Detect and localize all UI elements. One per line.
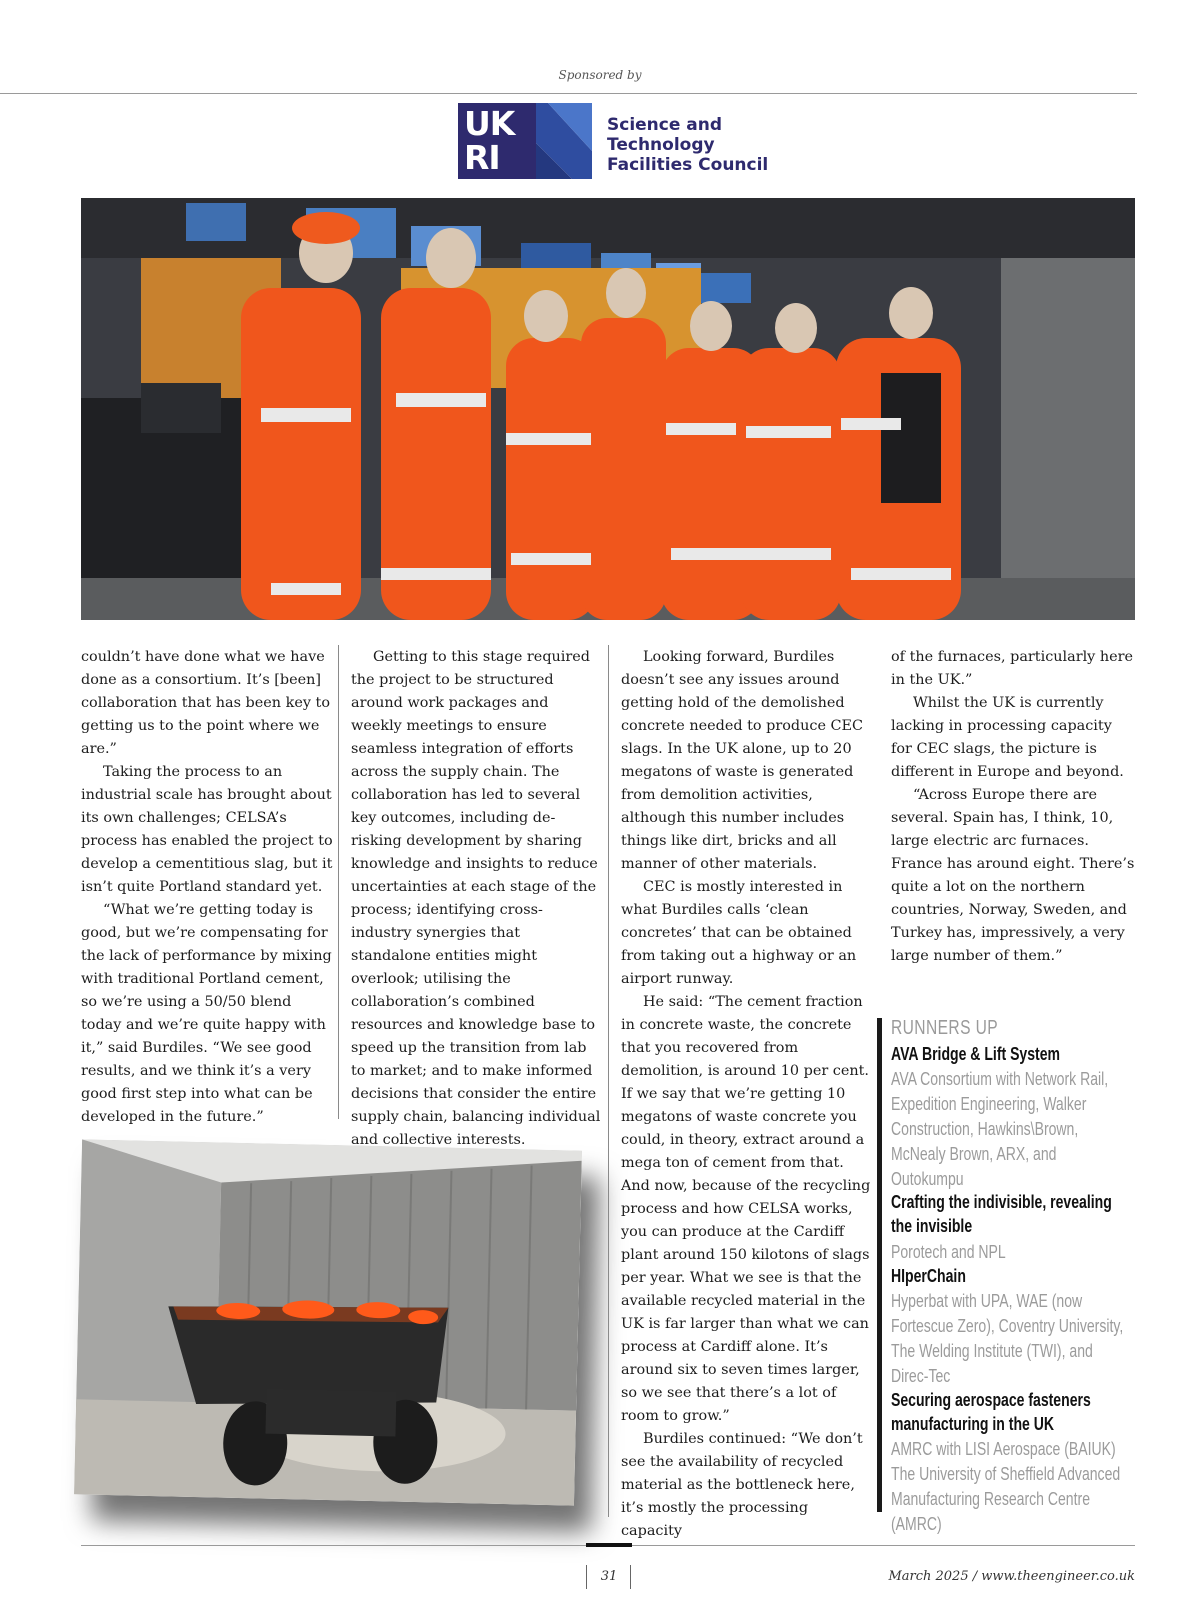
issue-and-website: March 2025 / www.theengineer.co.uk [888, 1569, 1135, 1584]
sponsor-name [607, 115, 807, 175]
paragraph: Taking the process to an industrial scale has brought about its own challenges; CELSA’s process has enabled the project to develop a cementitious slag, but it isn’t quite Portland standard yet. [81, 764, 333, 895]
runner-up-org: AMRC with LISI Aerospace (BAIUK) The University of Sheffield Advanced Manufacturing Research Centre (AMRC) [891, 1439, 1121, 1534]
runners-up-accent-bar [877, 1018, 882, 1512]
ukri-logo [458, 103, 536, 179]
paragraph: CEC is mostly interested in what Burdiles calls ‘clean concretes’ that can be obtained from taking out a highway or an airport runway. [621, 879, 857, 987]
footer-page-tab [586, 1543, 632, 1547]
column-divider [608, 645, 609, 1517]
team-photo-illustration [81, 198, 1135, 620]
article-column-2 [351, 646, 601, 1152]
runner-up-title: HIperChain [891, 1266, 966, 1286]
ukri-logo-mark [536, 103, 592, 179]
logo-letters-top: UK [464, 104, 515, 143]
paragraph: Burdiles continued: “We don’t see the availability of recycled material as the bottleneck here, it’s mostly the processing capacity [621, 1431, 863, 1539]
paragraph: He said: “The cement fraction in concrete waste, the concrete that you recovered from demolition, is around 10 per cent. If we say that we’re getting 10 megatons of waste concrete you could, in theory, extract around a mega ton of cement from that. And now, because of the recycling process and how CELSA works, you can produce at the Cardiff plant around 150 kilotons of slags per year. What we see is that the available recycled material in the UK is far larger than what we can process at Cardiff alone. It’s around six to seven times larger, so we see that there’s a lot of room to grow.” [621, 994, 871, 1424]
runner-up-org: Porotech and NPL [891, 1242, 1006, 1262]
runner-up-org: AVA Consortium with Network Rail, Expedition Engineering, Walker Construction, Hawkins\Brown, McNealy Brown, ARX, and Outokumpu [891, 1069, 1109, 1189]
page-number: 31 [600, 1569, 618, 1584]
loader-photo-illustration [74, 1139, 582, 1505]
runner-up-title: Crafting the indivisible, revealing the invisible [891, 1192, 1112, 1236]
loader-photo [74, 1139, 582, 1505]
article-column-3 [621, 646, 871, 1543]
paragraph: “What we’re getting today is good, but we’re compensating for the lack of performance by mixing with traditional Portland cement, so we’re using a 50/50 blend today and we’re quite happy with it,” said Burdiles. “We see good results, and we think it’s a very good first step into what can be developed in the future.” [81, 902, 332, 1125]
article-column-4 [891, 646, 1137, 968]
paragraph: Looking forward, Burdiles doesn’t see any issues around getting hold of the demolished concrete needed to produce CEC slags. In the UK alone, up to 20 megatons of waste is generated from demolition activities, although this number includes things like dirt, bricks and all manner of other materials. [621, 649, 864, 872]
runner-up-title: AVA Bridge & Lift System [891, 1044, 1061, 1064]
column-divider [338, 645, 339, 1119]
paragraph: Getting to this stage required the project to be structured around work packages and weekly meetings to ensure seamless integration of efforts across the supply chain. The collaboration has led to several key outcomes, including de-risking development by sharing knowledge and insights to reduce uncertainties at each stage of the process; identifying cross-industry synergies that standalone entities might overlook; utilising the collaboration’s combined resources and knowledge base to speed up the transition from lab to market; and to make informed decisions that consider the entire supply chain, balancing individual and collective interests. [351, 649, 601, 1148]
paragraph: Whilst the UK is currently lacking in processing capacity for CEC slags, the picture is different in Europe and beyond. [891, 695, 1124, 780]
loader-photo-frame [74, 1139, 582, 1505]
paragraph: “Across Europe there are several. Spain has, I think, 10, large electric arc furnaces. France has around eight. There’s quite a lot on the northern countries, Norway, Sweden, and Turkey has, impressively, a very large number of them.” [891, 787, 1135, 964]
sponsor-name-line-3: Facilities Council [607, 155, 769, 175]
article-column-1 [81, 646, 333, 1129]
team-photo [81, 198, 1135, 620]
logo-letters-bottom: RI [464, 138, 500, 177]
runner-up-title: Securing aerospace fasteners manufacturing in the UK [891, 1390, 1091, 1434]
runner-up-org: Hyperbat with UPA, WAE (now Fortescue Zero), Coventry University, The Welding Institute (TWI), and Direc-Tec [891, 1291, 1124, 1386]
paragraph: couldn’t have done what we have done as a consortium. It’s [been] collaboration that has been key to getting us to the point where we are.” [81, 649, 331, 757]
runners-up-heading: RUNNERS UP [891, 1017, 999, 1039]
paragraph: of the furnaces, particularly here in the UK.” [891, 649, 1134, 688]
sponsored-label: Sponsored by [558, 68, 642, 82]
sponsor-name-line-1: Science and [607, 115, 723, 135]
sponsor-name-line-2: Technology [607, 135, 715, 155]
header-divider [0, 93, 1137, 94]
